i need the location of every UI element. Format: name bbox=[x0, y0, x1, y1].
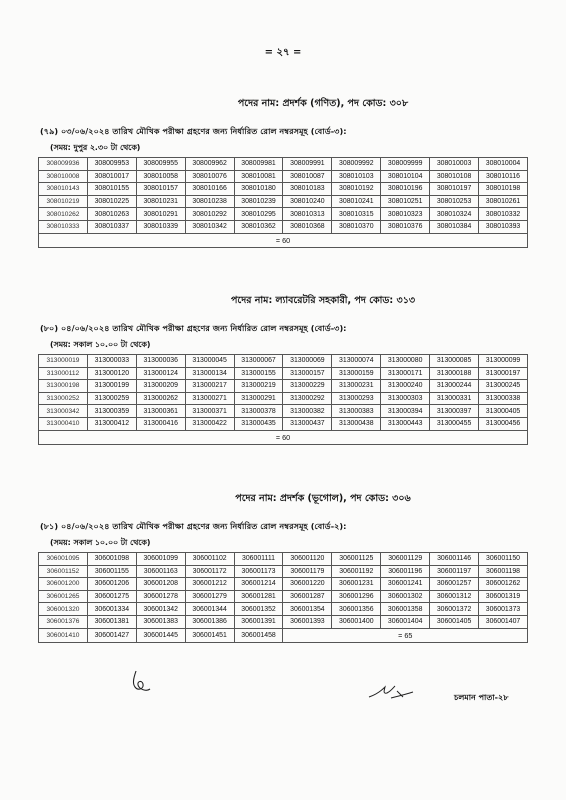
total-count: = 60 bbox=[39, 430, 528, 444]
roll-number: 306001372 bbox=[430, 603, 479, 616]
roll-number: 308010103 bbox=[332, 170, 381, 183]
roll-number: 306001155 bbox=[87, 565, 136, 578]
roll-number: 308010219 bbox=[39, 195, 88, 208]
roll-number: 313000188 bbox=[430, 367, 479, 380]
roll-number: 308010239 bbox=[234, 195, 283, 208]
table-row bbox=[39, 195, 528, 208]
roll-number: 308010362 bbox=[234, 220, 283, 233]
roll-number: 313000435 bbox=[234, 417, 283, 430]
roll-number: 306001196 bbox=[381, 565, 430, 578]
roll-number: 313000412 bbox=[87, 417, 136, 430]
roll-number: 306001275 bbox=[87, 590, 136, 603]
roll-number: 308010017 bbox=[87, 170, 136, 183]
roll-number: 313000244 bbox=[430, 380, 479, 393]
roll-number: 306001257 bbox=[430, 578, 479, 591]
roll-number: 306001150 bbox=[479, 553, 528, 566]
roll-number: 306001212 bbox=[185, 578, 234, 591]
roll-number: 313000155 bbox=[234, 367, 283, 380]
roll-number-table bbox=[38, 552, 528, 643]
roll-number: 313000394 bbox=[381, 405, 430, 418]
roll-number: 313000422 bbox=[185, 417, 234, 430]
roll-number: 306001197 bbox=[430, 565, 479, 578]
roll-number: 306001358 bbox=[381, 603, 430, 616]
roll-number: 308010384 bbox=[430, 220, 479, 233]
roll-number: 306001445 bbox=[136, 628, 185, 642]
roll-number: 308010196 bbox=[381, 183, 430, 196]
roll-number: 308010081 bbox=[234, 170, 283, 183]
roll-number: 313000292 bbox=[283, 392, 332, 405]
roll-number: 308010003 bbox=[430, 158, 479, 171]
roll-number: 308009981 bbox=[234, 158, 283, 171]
roll-number: 306001383 bbox=[136, 615, 185, 628]
roll-number: 306001214 bbox=[234, 578, 283, 591]
roll-number: 313000229 bbox=[283, 380, 332, 393]
roll-number: 306001352 bbox=[234, 603, 283, 616]
roll-number: 306001386 bbox=[185, 615, 234, 628]
roll-number: 308010238 bbox=[185, 195, 234, 208]
roll-number: 306001342 bbox=[136, 603, 185, 616]
roll-number: 313000416 bbox=[136, 417, 185, 430]
interview-time: (সময়: সকাল ১০.০০ টা থেকে) bbox=[50, 538, 151, 547]
roll-number: 306001287 bbox=[283, 590, 332, 603]
roll-number: 313000159 bbox=[332, 367, 381, 380]
roll-number: 308009955 bbox=[136, 158, 185, 171]
roll-number: 308010291 bbox=[136, 208, 185, 221]
roll-number: 313000359 bbox=[87, 405, 136, 418]
roll-number: 308010198 bbox=[479, 183, 528, 196]
roll-number: 308010116 bbox=[479, 170, 528, 183]
roll-number: 306001125 bbox=[332, 553, 381, 566]
roll-number: 306001427 bbox=[87, 628, 136, 642]
table-row bbox=[39, 220, 528, 233]
roll-number: 306001407 bbox=[479, 615, 528, 628]
roll-number: 313000067 bbox=[234, 355, 283, 368]
roll-number: 308010180 bbox=[234, 183, 283, 196]
table-row bbox=[39, 170, 528, 183]
roll-number: 308010261 bbox=[479, 195, 528, 208]
roll-number: 313000271 bbox=[185, 392, 234, 405]
roll-number: 308010368 bbox=[283, 220, 332, 233]
roll-number: 308010393 bbox=[479, 220, 528, 233]
interview-notice: (৭৯) ০৩/০৬/২০২৪ তারিখ মৌখিক পরীক্ষা গ্রহণের জন্য নির্ধারিত রোল নম্বরসমূহ (বোর্ড-৩): bbox=[40, 126, 347, 136]
signature-initial bbox=[126, 667, 160, 695]
roll-number: 313000231 bbox=[332, 380, 381, 393]
roll-number: 308010183 bbox=[283, 183, 332, 196]
roll-number: 308010339 bbox=[136, 220, 185, 233]
roll-number: 306001312 bbox=[430, 590, 479, 603]
table-row bbox=[39, 553, 528, 566]
roll-number: 308009953 bbox=[87, 158, 136, 171]
total-count: = 65 bbox=[283, 628, 528, 642]
roll-number: 313000455 bbox=[430, 417, 479, 430]
section-math-demonstrator bbox=[38, 97, 528, 248]
roll-number: 313000303 bbox=[381, 392, 430, 405]
roll-number: 306001373 bbox=[479, 603, 528, 616]
roll-number: 306001152 bbox=[39, 565, 88, 578]
roll-number: 306001319 bbox=[479, 590, 528, 603]
roll-number: 308010292 bbox=[185, 208, 234, 221]
roll-number: 308010155 bbox=[87, 183, 136, 196]
roll-number: 313000443 bbox=[381, 417, 430, 430]
roll-number: 308010333 bbox=[39, 220, 88, 233]
roll-number-table bbox=[38, 157, 528, 248]
roll-number: 306001198 bbox=[479, 565, 528, 578]
roll-number: 306001179 bbox=[283, 565, 332, 578]
roll-number: 308009936 bbox=[39, 158, 88, 171]
roll-number: 308010143 bbox=[39, 183, 88, 196]
roll-number: 313000378 bbox=[234, 405, 283, 418]
post-title: পদের নাম: প্রদর্শক (গণিত), পদ কোড: ৩০৮ bbox=[237, 98, 409, 109]
roll-number: 313000124 bbox=[136, 367, 185, 380]
roll-number: 306001206 bbox=[87, 578, 136, 591]
roll-number: 313000209 bbox=[136, 380, 185, 393]
roll-number: 306001354 bbox=[283, 603, 332, 616]
roll-number: 306001200 bbox=[39, 578, 88, 591]
roll-number: 313000120 bbox=[87, 367, 136, 380]
roll-number: 313000456 bbox=[479, 417, 528, 430]
table-row bbox=[39, 158, 528, 171]
roll-number: 306001391 bbox=[234, 615, 283, 628]
signature bbox=[367, 681, 415, 701]
roll-number: 306001393 bbox=[283, 615, 332, 628]
section-geography-demonstrator bbox=[38, 492, 528, 643]
roll-number: 306001111 bbox=[234, 553, 283, 566]
roll-number: 313000410 bbox=[39, 417, 88, 430]
roll-number: 306001296 bbox=[332, 590, 381, 603]
roll-number: 313000262 bbox=[136, 392, 185, 405]
table-row bbox=[39, 380, 528, 393]
table-row bbox=[39, 565, 528, 578]
section-laboratory-assistant bbox=[38, 294, 528, 445]
roll-number: 313000085 bbox=[430, 355, 479, 368]
roll-number: 308010087 bbox=[283, 170, 332, 183]
roll-number: 313000069 bbox=[283, 355, 332, 368]
roll-number: 313000383 bbox=[332, 405, 381, 418]
page-number: = ২৭ = bbox=[264, 47, 302, 58]
roll-number: 313000240 bbox=[381, 380, 430, 393]
roll-number: 313000199 bbox=[87, 380, 136, 393]
roll-number: 308009991 bbox=[283, 158, 332, 171]
roll-number: 306001146 bbox=[430, 553, 479, 566]
roll-number: 306001102 bbox=[185, 553, 234, 566]
table-row-total bbox=[39, 233, 528, 247]
roll-number: 308010313 bbox=[283, 208, 332, 221]
continued-page-note: চলমান পাতা-২৮ bbox=[454, 693, 509, 702]
roll-number: 308010104 bbox=[381, 170, 430, 183]
interview-notice: (৮১) ০৪/০৬/২০২৪ তারিখ মৌখিক পরীক্ষা গ্রহণের জন্য নির্ধারিত রোল নম্বরসমূহ (বোর্ড-২): bbox=[40, 521, 347, 531]
table-row-total bbox=[39, 430, 528, 444]
roll-number: 313000171 bbox=[381, 367, 430, 380]
table-row bbox=[39, 417, 528, 430]
roll-number: 306001098 bbox=[87, 553, 136, 566]
roll-number: 313000405 bbox=[479, 405, 528, 418]
table-row bbox=[39, 392, 528, 405]
post-title: পদের নাম: প্রদর্শক (ভূগোল), পদ কোড: ৩০৬ bbox=[235, 493, 411, 504]
roll-number: 313000437 bbox=[283, 417, 332, 430]
roll-number: 313000342 bbox=[39, 405, 88, 418]
roll-number: 308010251 bbox=[381, 195, 430, 208]
table-row bbox=[39, 578, 528, 591]
roll-number: 306001095 bbox=[39, 553, 88, 566]
roll-number: 308010240 bbox=[283, 195, 332, 208]
roll-number: 313000099 bbox=[479, 355, 528, 368]
roll-number: 313000197 bbox=[479, 367, 528, 380]
roll-number: 313000217 bbox=[185, 380, 234, 393]
roll-number: 306001099 bbox=[136, 553, 185, 566]
roll-number: 306001279 bbox=[185, 590, 234, 603]
roll-number: 313000157 bbox=[283, 367, 332, 380]
roll-number: 306001451 bbox=[185, 628, 234, 642]
roll-number: 308010192 bbox=[332, 183, 381, 196]
roll-number: 313000245 bbox=[479, 380, 528, 393]
roll-number: 308009992 bbox=[332, 158, 381, 171]
roll-number: 308010157 bbox=[136, 183, 185, 196]
roll-number: 308010225 bbox=[87, 195, 136, 208]
roll-number: 308010253 bbox=[430, 195, 479, 208]
table-row bbox=[39, 367, 528, 380]
roll-number: 313000382 bbox=[283, 405, 332, 418]
table-row bbox=[39, 615, 528, 628]
roll-number: 306001458 bbox=[234, 628, 283, 642]
roll-number: 308010262 bbox=[39, 208, 88, 221]
roll-number: 306001405 bbox=[430, 615, 479, 628]
roll-number: 306001376 bbox=[39, 615, 88, 628]
roll-number: 308009999 bbox=[381, 158, 430, 171]
roll-number: 313000331 bbox=[430, 392, 479, 405]
roll-number: 306001262 bbox=[479, 578, 528, 591]
roll-number: 308010332 bbox=[479, 208, 528, 221]
roll-number: 313000198 bbox=[39, 380, 88, 393]
roll-number: 308010323 bbox=[381, 208, 430, 221]
roll-number: 308010342 bbox=[185, 220, 234, 233]
roll-number: 306001410 bbox=[39, 628, 88, 642]
roll-number: 308010337 bbox=[87, 220, 136, 233]
roll-number: 313000074 bbox=[332, 355, 381, 368]
roll-number: 313000397 bbox=[430, 405, 479, 418]
roll-number: 308010315 bbox=[332, 208, 381, 221]
roll-number: 313000371 bbox=[185, 405, 234, 418]
roll-number: 306001356 bbox=[332, 603, 381, 616]
interview-notice: (৮০) ০৪/০৬/২০২৪ তারিখ মৌখিক পরীক্ষা গ্রহণের জন্য নির্ধারিত রোল নম্বরসমূহ (বোর্ড-৩): bbox=[40, 323, 347, 333]
roll-number: 306001320 bbox=[39, 603, 88, 616]
table-row bbox=[39, 355, 528, 368]
roll-number: 308010241 bbox=[332, 195, 381, 208]
total-count: = 60 bbox=[39, 233, 528, 247]
roll-number: 306001129 bbox=[381, 553, 430, 566]
roll-number: 306001334 bbox=[87, 603, 136, 616]
post-title: পদের নাম: ল্যাবরেটরি সহকারী, পদ কোড: ৩১৩ bbox=[230, 295, 416, 306]
roll-number: 306001381 bbox=[87, 615, 136, 628]
roll-number: 306001231 bbox=[332, 578, 381, 591]
roll-number: 306001281 bbox=[234, 590, 283, 603]
roll-number: 313000291 bbox=[234, 392, 283, 405]
roll-number: 306001163 bbox=[136, 565, 185, 578]
roll-number: 306001344 bbox=[185, 603, 234, 616]
roll-number: 308009962 bbox=[185, 158, 234, 171]
roll-number: 313000033 bbox=[87, 355, 136, 368]
roll-number: 308010370 bbox=[332, 220, 381, 233]
roll-number: 313000252 bbox=[39, 392, 88, 405]
roll-number: 306001173 bbox=[234, 565, 283, 578]
roll-number: 306001404 bbox=[381, 615, 430, 628]
interview-time: (সময়: সকাল ১০.০০ টা থেকে) bbox=[50, 340, 151, 349]
roll-number: 313000045 bbox=[185, 355, 234, 368]
interview-time: (সময়: দুপুর ২.৩০ টা থেকে) bbox=[50, 143, 141, 152]
roll-number: 313000259 bbox=[87, 392, 136, 405]
roll-number: 313000019 bbox=[39, 355, 88, 368]
roll-number: 306001241 bbox=[381, 578, 430, 591]
roll-number: 313000112 bbox=[39, 367, 88, 380]
roll-number: 308010058 bbox=[136, 170, 185, 183]
roll-number: 306001192 bbox=[332, 565, 381, 578]
roll-number: 306001220 bbox=[283, 578, 332, 591]
roll-number: 308010076 bbox=[185, 170, 234, 183]
roll-number: 308010197 bbox=[430, 183, 479, 196]
roll-number: 308010166 bbox=[185, 183, 234, 196]
roll-number: 313000438 bbox=[332, 417, 381, 430]
roll-number: 313000293 bbox=[332, 392, 381, 405]
roll-number: 308010324 bbox=[430, 208, 479, 221]
table-row bbox=[39, 208, 528, 221]
roll-number: 306001278 bbox=[136, 590, 185, 603]
roll-number: 308010231 bbox=[136, 195, 185, 208]
roll-number-table bbox=[38, 354, 528, 445]
table-row bbox=[39, 603, 528, 616]
roll-number: 308010108 bbox=[430, 170, 479, 183]
roll-number: 306001265 bbox=[39, 590, 88, 603]
table-row bbox=[39, 183, 528, 196]
roll-number: 306001208 bbox=[136, 578, 185, 591]
roll-number: 308010376 bbox=[381, 220, 430, 233]
roll-number: 308010263 bbox=[87, 208, 136, 221]
roll-number: 313000036 bbox=[136, 355, 185, 368]
roll-number: 313000080 bbox=[381, 355, 430, 368]
roll-number: 306001172 bbox=[185, 565, 234, 578]
roll-number: 306001400 bbox=[332, 615, 381, 628]
roll-number: 308010008 bbox=[39, 170, 88, 183]
roll-number: 313000134 bbox=[185, 367, 234, 380]
roll-number: 308010004 bbox=[479, 158, 528, 171]
roll-number: 313000338 bbox=[479, 392, 528, 405]
roll-number: 313000219 bbox=[234, 380, 283, 393]
table-row bbox=[39, 405, 528, 418]
roll-number: 313000361 bbox=[136, 405, 185, 418]
roll-number: 306001302 bbox=[381, 590, 430, 603]
roll-number: 306001120 bbox=[283, 553, 332, 566]
table-row-total bbox=[39, 628, 528, 642]
table-row bbox=[39, 590, 528, 603]
roll-number: 308010295 bbox=[234, 208, 283, 221]
